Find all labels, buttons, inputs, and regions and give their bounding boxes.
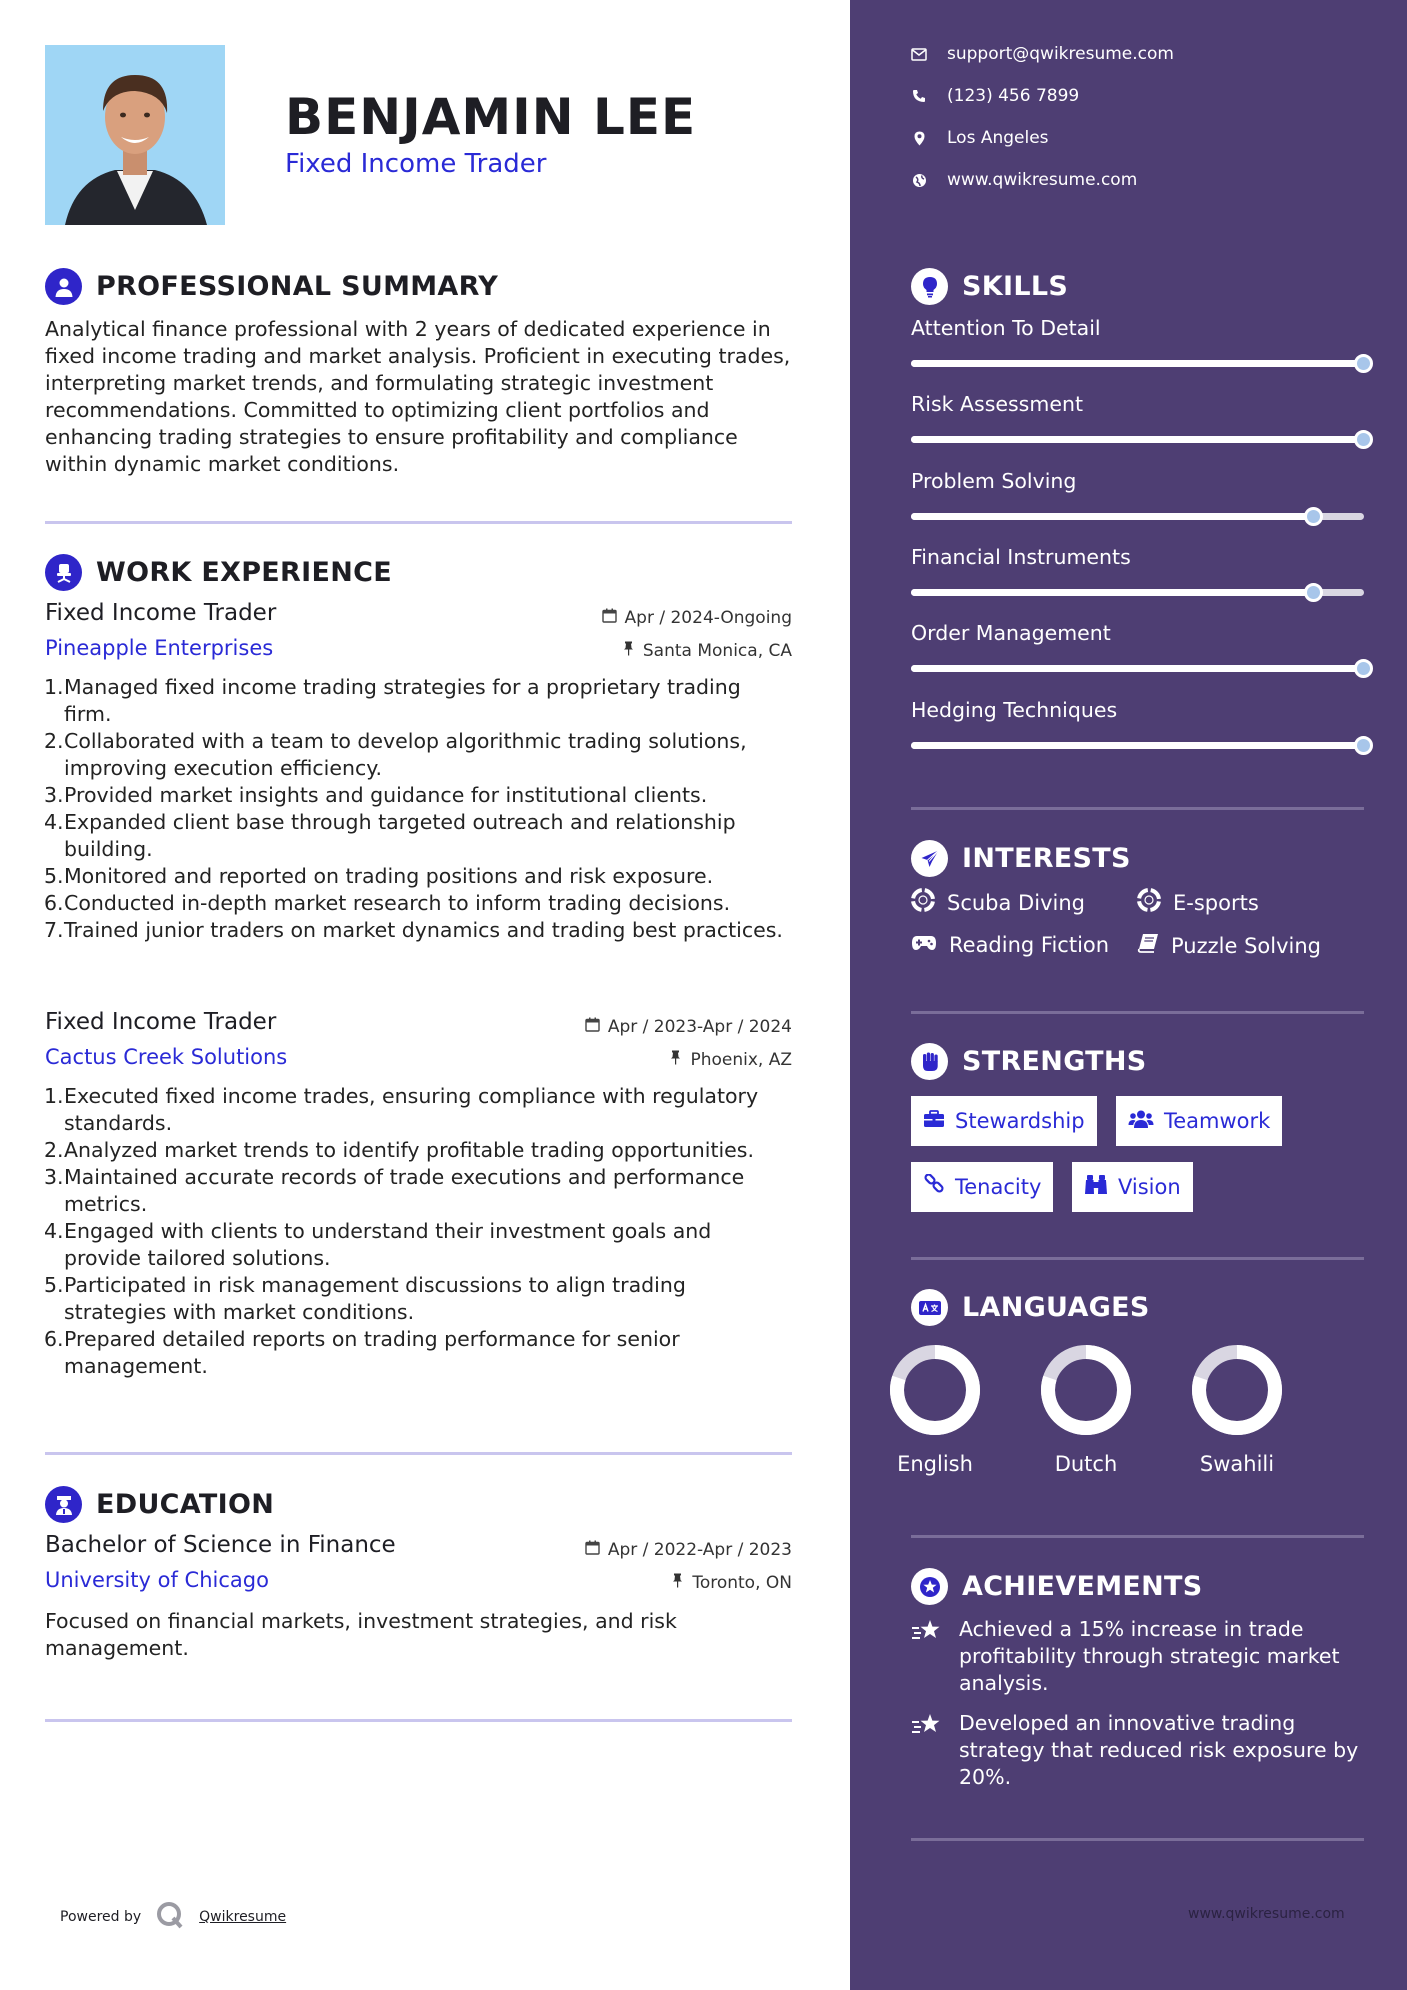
language-icon: [911, 1289, 948, 1326]
list-item: 3. Maintained accurate records of trade executions and performance metrics.: [44, 1165, 745, 1216]
divider: [911, 1535, 1364, 1538]
list-item: 6. Prepared detailed reports on trading performance for senior management.: [44, 1327, 680, 1378]
skill-bar: [911, 589, 1364, 596]
fist-icon: [911, 1043, 948, 1080]
skill-label: Attention To Detail: [911, 316, 1101, 340]
list-item: 5. Participated in risk management discussions to align trading strategies with market conditions.: [44, 1273, 686, 1324]
strength-badge: Teamwork: [1116, 1096, 1282, 1146]
summary-header: [45, 268, 498, 305]
list-item: 2. Analyzed market trends to identify profitable trading opportunities.: [44, 1138, 754, 1162]
skills-title: SKILLS: [962, 271, 1069, 302]
skill-item: [911, 316, 1364, 367]
pin-icon: [671, 1573, 684, 1593]
skill-label: Financial Instruments: [911, 545, 1131, 569]
binoculars-icon: [1084, 1174, 1108, 1201]
skill-knob: [1304, 583, 1323, 602]
achievements-header: [911, 1568, 1203, 1605]
interest-item: Scuba Diving: [911, 888, 1085, 917]
office-chair-icon: [45, 554, 82, 591]
interest-item: Puzzle Solving: [1137, 933, 1321, 958]
divider: [45, 1452, 792, 1455]
list-item: 1. Managed fixed income trading strategies for a proprietary trading firm.: [44, 675, 741, 726]
envelope-icon: [911, 46, 927, 62]
skill-bar: [911, 360, 1364, 367]
achievement-item: Developed an innovative trading strategy that reduced risk exposure by 20%.: [911, 1710, 1371, 1791]
divider: [911, 1838, 1364, 1841]
phone-icon: [911, 88, 927, 104]
strength-badge: Stewardship: [911, 1096, 1097, 1146]
list-item: 4. Engaged with clients to understand their investment goals and provide tailored solutions.: [44, 1219, 712, 1270]
language-label: Dutch: [1054, 1452, 1118, 1476]
job-title: Fixed Income Trader: [45, 1009, 277, 1035]
skill-item: [911, 621, 1364, 672]
list-item: 2. Collaborated with a team to develop algorithmic trading solutions, improving execution efficiency.: [44, 729, 747, 780]
qwikresume-link[interactable]: Qwikresume: [199, 1909, 287, 1925]
achievements-title: ACHIEVEMENTS: [962, 1571, 1203, 1602]
profile-photo: [45, 45, 225, 225]
education-date: Apr / 2022-Apr / 2023: [585, 1540, 792, 1560]
candidate-name: BENJAMIN LEE: [285, 88, 697, 146]
graduate-icon: [45, 1486, 82, 1523]
job-title: Fixed Income Trader: [45, 600, 277, 626]
list-item: 4. Expanded client base through targeted outreach and relationship building.: [44, 810, 736, 861]
divider: [45, 1719, 792, 1722]
language-item: [870, 1340, 1000, 1476]
language-label: Swahili: [1199, 1452, 1275, 1476]
summary-text: Analytical finance professional with 2 years of dedicated experience in fixed income trading and market analysis. Proficient in executing trades, interpreting market trends, and formulating strategic investment recommendations. Committed to optimizing client portfolios and enhancing trading strategies to ensure profitability and compliance within dynamic market conditions.: [45, 317, 791, 476]
job-date: Apr / 2024-Ongoing: [602, 608, 792, 628]
language-level-ring: [1036, 1340, 1136, 1440]
skill-item: [911, 545, 1364, 596]
map-marker-icon: [911, 130, 927, 146]
skill-knob: [1304, 507, 1323, 526]
language-level-ring: [885, 1340, 985, 1440]
user-icon: [45, 268, 82, 305]
job-location: Phoenix, AZ: [669, 1050, 792, 1070]
globe-icon: [911, 172, 927, 188]
pin-icon: [669, 1050, 682, 1070]
briefcase-icon: [923, 1109, 945, 1133]
star-badge-icon: [911, 1568, 948, 1605]
skill-item: [911, 469, 1364, 520]
language-label: English: [897, 1452, 973, 1476]
candidate-role: Fixed Income Trader: [285, 149, 547, 179]
gamepad-icon: [911, 933, 937, 957]
lightbulb-icon: [911, 268, 948, 305]
divider: [911, 1257, 1364, 1260]
job-bullets: [45, 1083, 792, 1380]
education-text: Focused on financial markets, investment strategies, and risk management.: [45, 1609, 677, 1660]
job-company: Pineapple Enterprises: [45, 636, 274, 660]
skill-bar: [911, 665, 1364, 672]
education-entry: [45, 1532, 792, 1592]
interests-header: [911, 840, 1131, 877]
skill-item: [911, 698, 1364, 749]
pin-icon: [622, 641, 635, 661]
divider: [45, 521, 792, 524]
school: University of Chicago: [45, 1568, 269, 1592]
skill-knob: [1354, 659, 1373, 678]
skill-bar: [911, 436, 1364, 443]
job-bullets: [45, 674, 792, 944]
qwikresume-logo-icon: [155, 1900, 185, 1934]
contact-phone: (123) 456 7899: [911, 86, 1079, 106]
shooting-star-icon: [911, 1712, 943, 1791]
strengths-header: [911, 1043, 1147, 1080]
job-location: Santa Monica, CA: [622, 641, 792, 661]
contact-location: Los Angeles: [911, 128, 1049, 148]
strength-badge: Vision: [1072, 1162, 1193, 1212]
language-item: [1021, 1340, 1151, 1476]
lifebuoy-icon: [1137, 888, 1161, 917]
list-item: 1. Executed fixed income trades, ensuring compliance with regulatory standards.: [44, 1084, 759, 1135]
divider: [911, 807, 1364, 810]
experience-header: [45, 554, 392, 591]
language-level-ring: [1187, 1340, 1287, 1440]
skills-header: [911, 268, 1068, 305]
skill-label: Risk Assessment: [911, 392, 1083, 416]
shooting-star-icon: [911, 1618, 943, 1697]
contact-website: www.qwikresume.com: [911, 170, 1137, 190]
interest-item: Reading Fiction: [911, 933, 1109, 957]
degree: Bachelor of Science in Finance: [45, 1532, 396, 1558]
sidebar: [850, 0, 1407, 1990]
achievement-item: Achieved a 15% increase in trade profitability through strategic market analysis.: [911, 1616, 1371, 1697]
lifebuoy-icon: [911, 888, 935, 917]
skill-knob: [1354, 354, 1373, 373]
education-location: Toronto, ON: [671, 1573, 792, 1593]
list-item: 3. Provided market insights and guidance for institutional clients.: [44, 783, 708, 807]
job-company: Cactus Creek Solutions: [45, 1045, 288, 1069]
skill-label: Hedging Techniques: [911, 698, 1118, 722]
languages-header: [911, 1289, 1150, 1326]
education-header: [45, 1486, 274, 1523]
skill-knob: [1354, 736, 1373, 755]
skill-label: Problem Solving: [911, 469, 1077, 493]
job-date: Apr / 2023-Apr / 2024: [585, 1017, 792, 1037]
job-entry: [45, 1009, 792, 1380]
interest-item: E-sports: [1137, 888, 1259, 917]
list-item: 7. Trained junior traders on market dynamics and trading best practices.: [44, 918, 783, 942]
calendar-icon: [585, 1540, 600, 1560]
divider: [911, 1011, 1364, 1014]
strength-badge: Tenacity: [911, 1162, 1053, 1212]
list-item: 5. Monitored and reported on trading positions and risk exposure.: [44, 864, 714, 888]
skill-knob: [1354, 430, 1373, 449]
languages-title: LANGUAGES: [962, 1292, 1150, 1323]
powered-by: Powered by Qwikresume: [60, 1900, 286, 1934]
contact-email: support@qwikresume.com: [911, 44, 1174, 64]
skill-bar: [911, 742, 1364, 749]
link-icon: [923, 1174, 945, 1201]
strengths-title: STRENGTHS: [962, 1046, 1147, 1077]
job-entry: [45, 600, 792, 944]
calendar-icon: [602, 608, 617, 628]
summary-title: PROFESSIONAL SUMMARY: [96, 271, 499, 302]
education-title: EDUCATION: [96, 1489, 275, 1520]
book-icon: [1137, 933, 1159, 958]
interests-title: INTERESTS: [962, 843, 1131, 874]
skill-bar: [911, 513, 1364, 520]
list-item: 6. Conducted in-depth market research to inform trading decisions.: [44, 891, 731, 915]
experience-title: WORK EXPERIENCE: [96, 557, 392, 588]
skill-label: Order Management: [911, 621, 1111, 645]
paper-plane-icon: [911, 840, 948, 877]
skill-item: [911, 392, 1364, 443]
language-item: [1172, 1340, 1302, 1476]
footer-url[interactable]: www.qwikresume.com: [1188, 1906, 1345, 1922]
users-icon: [1128, 1109, 1154, 1134]
calendar-icon: [585, 1017, 600, 1037]
